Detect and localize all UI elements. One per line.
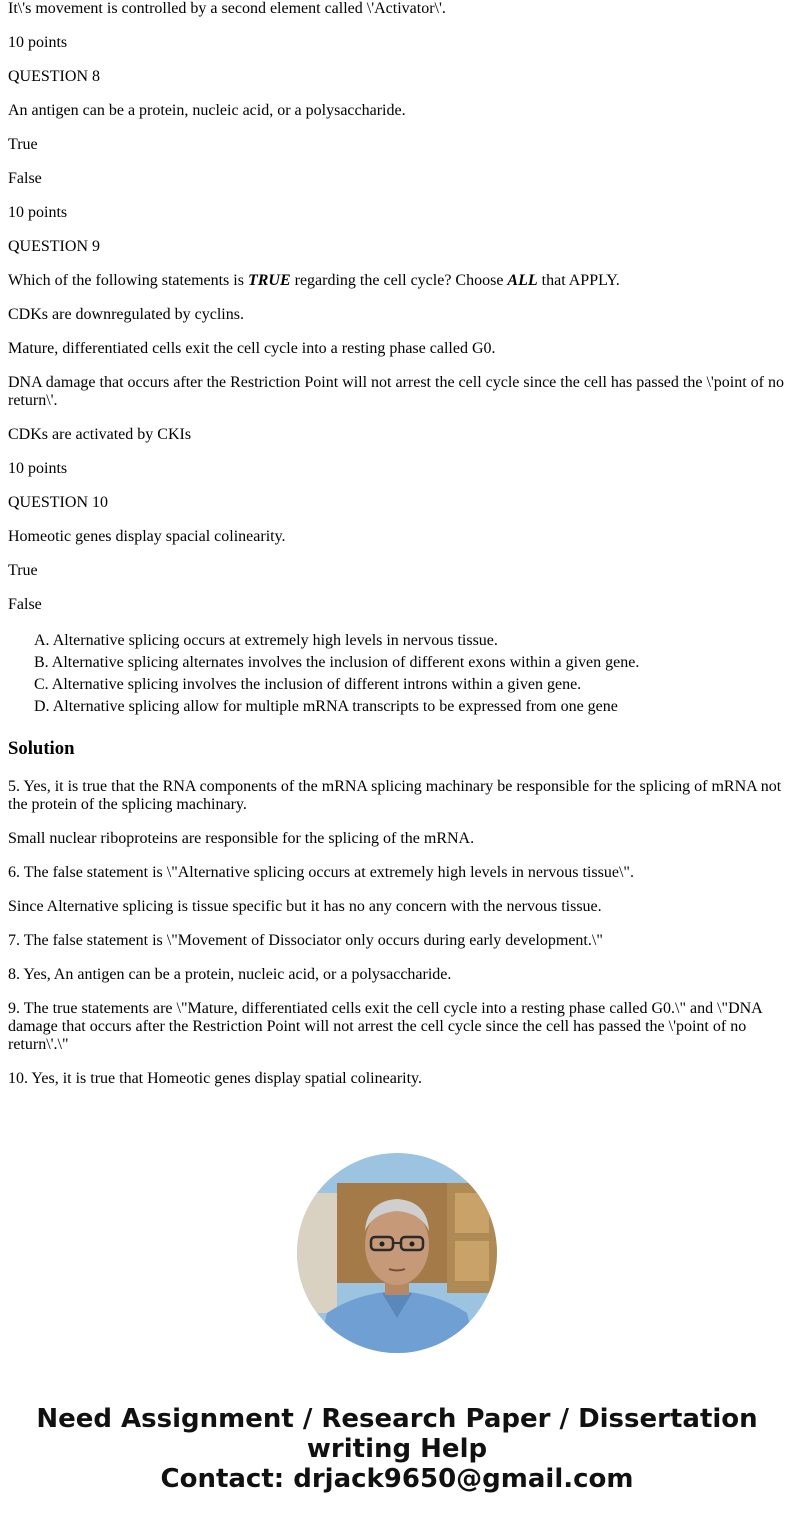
footer-line-2: writing Help — [306, 1434, 488, 1464]
option-letter: D. — [34, 698, 50, 715]
list-item — [34, 652, 786, 674]
question-10-title: QUESTION 10 — [8, 494, 108, 511]
intro-line: It\'s movement is controlled by a second element called \'Activator\'. — [8, 0, 446, 17]
solution-paragraph: Small nuclear riboproteins are responsible for the splicing of the mRNA. — [8, 830, 475, 847]
option-letter: B. — [34, 654, 49, 671]
question-8-option-false[interactable]: False — [8, 170, 42, 187]
question-9-text-part1: Which of the following statements is — [8, 272, 248, 289]
question-8-text: An antigen can be a protein, nucleic acid, or a polysaccharide. — [8, 102, 406, 119]
avatar-portrait-icon — [297, 1153, 497, 1353]
question-9-emphasis-all: ALL — [507, 272, 538, 289]
question-9-text-part3: that APPLY. — [537, 272, 620, 289]
splicing-options-list — [8, 630, 786, 718]
footer-line-1: Need Assignment / Research Paper / Dissertation — [36, 1404, 758, 1434]
solution-paragraph: 7. The false statement is \"Movement of Dissociator only occurs during early development.\" — [8, 932, 603, 949]
question-8-option-true[interactable]: True — [8, 136, 38, 153]
question-9-option[interactable]: DNA damage that occurs after the Restriction Point will not arrest the cell cycle since the cell has passed the \'point of no return\'. — [8, 374, 784, 409]
question-8-title: QUESTION 8 — [8, 68, 100, 85]
question-9-text-part2: regarding the cell cycle? Choose — [290, 272, 508, 289]
solution-heading: Solution — [8, 738, 75, 759]
avatar — [297, 1153, 497, 1353]
list-item — [34, 674, 786, 696]
question-9-option[interactable]: CDKs are downregulated by cyclins. — [8, 306, 244, 323]
solution-paragraph: 9. The true statements are \"Mature, differentiated cells exit the cell cycle into a resting phase called G0.\" and \"DNA damage that occurs after the Restriction Point will not arrest the cell cycle since the cell has passed the \'point of no return\'.\" — [8, 1000, 762, 1053]
option-text: Alternative splicing occurs at extremely high levels in nervous tissue. — [52, 632, 498, 649]
list-item — [34, 696, 786, 718]
option-text: Alternative splicing alternates involves the inclusion of different exons within a given gene. — [51, 654, 640, 671]
question-9-option[interactable]: CDKs are activated by CKIs — [8, 426, 192, 443]
solution-paragraph: 8. Yes, An antigen can be a protein, nucleic acid, or a polysaccharide. — [8, 966, 452, 983]
footer-contact-email[interactable]: Contact: drjack9650@gmail.com — [160, 1464, 634, 1494]
option-text: Alternative splicing involves the inclusion of different introns within a given gene. — [51, 676, 582, 693]
question-9-option[interactable]: Mature, differentiated cells exit the cell cycle into a resting phase called G0. — [8, 340, 496, 357]
question-9-text — [8, 272, 786, 290]
option-letter: A. — [34, 632, 50, 649]
option-text: Alternative splicing allow for multiple mRNA transcripts to be expressed from one gene — [52, 698, 618, 715]
option-letter: C. — [34, 676, 49, 693]
points-label: 10 points — [8, 204, 68, 221]
question-10-text: Homeotic genes display spacial colinearity. — [8, 528, 286, 545]
question-10-option-false[interactable]: False — [8, 596, 42, 613]
question-9-title: QUESTION 9 — [8, 238, 100, 255]
solution-paragraph: 6. The false statement is \"Alternative splicing occurs at extremely high levels in nervous tissue\". — [8, 864, 634, 881]
solution-paragraph: 10. Yes, it is true that Homeotic genes display spatial colinearity. — [8, 1070, 422, 1087]
points-label: 10 points — [8, 460, 68, 477]
solution-paragraph: 5. Yes, it is true that the RNA components of the mRNA splicing machinary be responsible for the splicing of mRNA not the protein of the splicing machinary. — [8, 778, 782, 813]
points-label: 10 points — [8, 34, 68, 51]
list-item — [34, 630, 786, 652]
question-10-option-true[interactable]: True — [8, 562, 38, 579]
contact-footer — [0, 1404, 794, 1494]
solution-paragraph: Since Alternative splicing is tissue specific but it has no any concern with the nervous tissue. — [8, 898, 602, 915]
document-body — [8, 0, 786, 1104]
question-9-emphasis-true: TRUE — [247, 272, 291, 289]
